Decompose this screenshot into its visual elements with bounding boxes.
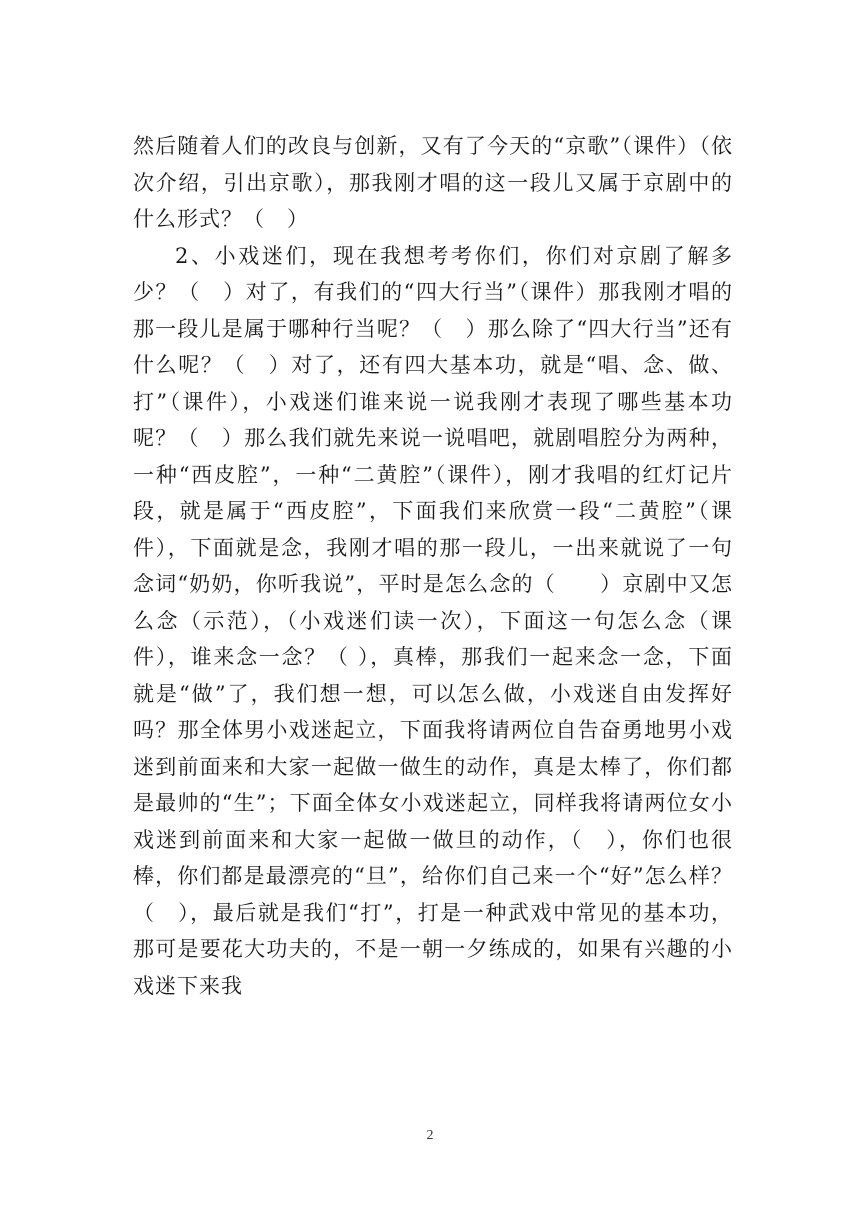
- body-text: [133, 128, 733, 1004]
- paragraph-2: 2、小戏迷们，现在我想考考你们，你们对京剧了解多少？（ ）对了，有我们的“四大行当”（课件）那我刚才唱的那一段儿是属于哪种行当呢？（ ）那么除了“四大行当”还有什么呢？（ ）对了，还有四大基本功，就是“唱、念、做、打”（课件），小戏迷们谁来说一说我刚才表现了哪些基本功呢？（ ）那么我们就先来说一说唱吧，就剧唱腔分为两种，一种“西皮腔”，一种“二黄腔”（课件），刚才我唱的红灯记片段，就是属于“西皮腔”，下面我们来欣赏一段“二黄腔”（课件），下面就是念，我刚才唱的那一段儿，一出来就说了一句念词“奶奶，你听我说”，平时是怎么念的（ ）京剧中又怎么念（示范），（小戏迷们读一次），下面这一句怎么念（课件），谁来念一念？（ ），真棒，那我们一起来念一念，下面就是“做”了，我们想一想，可以怎么做，小戏迷自由发挥好吗？那全体男小戏迷起立，下面我将请两位自告奋勇地男小戏迷到前面来和大家一起做一做生的动作，真是太棒了，你们都是最帅的“生”；下面全体女小戏迷起立，同样我将请两位女小戏迷到前面来和大家一起做一做旦的动作，（ ），你们也很棒，你们都是最漂亮的“旦”，给你们自己来一个“好”怎么样？（ ），最后就是我们“打”，打是一种武戏中常见的基本功，那可是要花大功夫的，不是一朝一夕练成的，如果有兴趣的小戏迷下来我: [133, 243, 733, 998]
- paragraph-1: 然后随着人们的改良与创新，又有了今天的“京歌”（课件）（依次介绍，引出京歌），那我刚才唱的这一段儿又属于京剧中的什么形式？（ ）: [133, 134, 733, 231]
- page-number: 2: [426, 1128, 434, 1143]
